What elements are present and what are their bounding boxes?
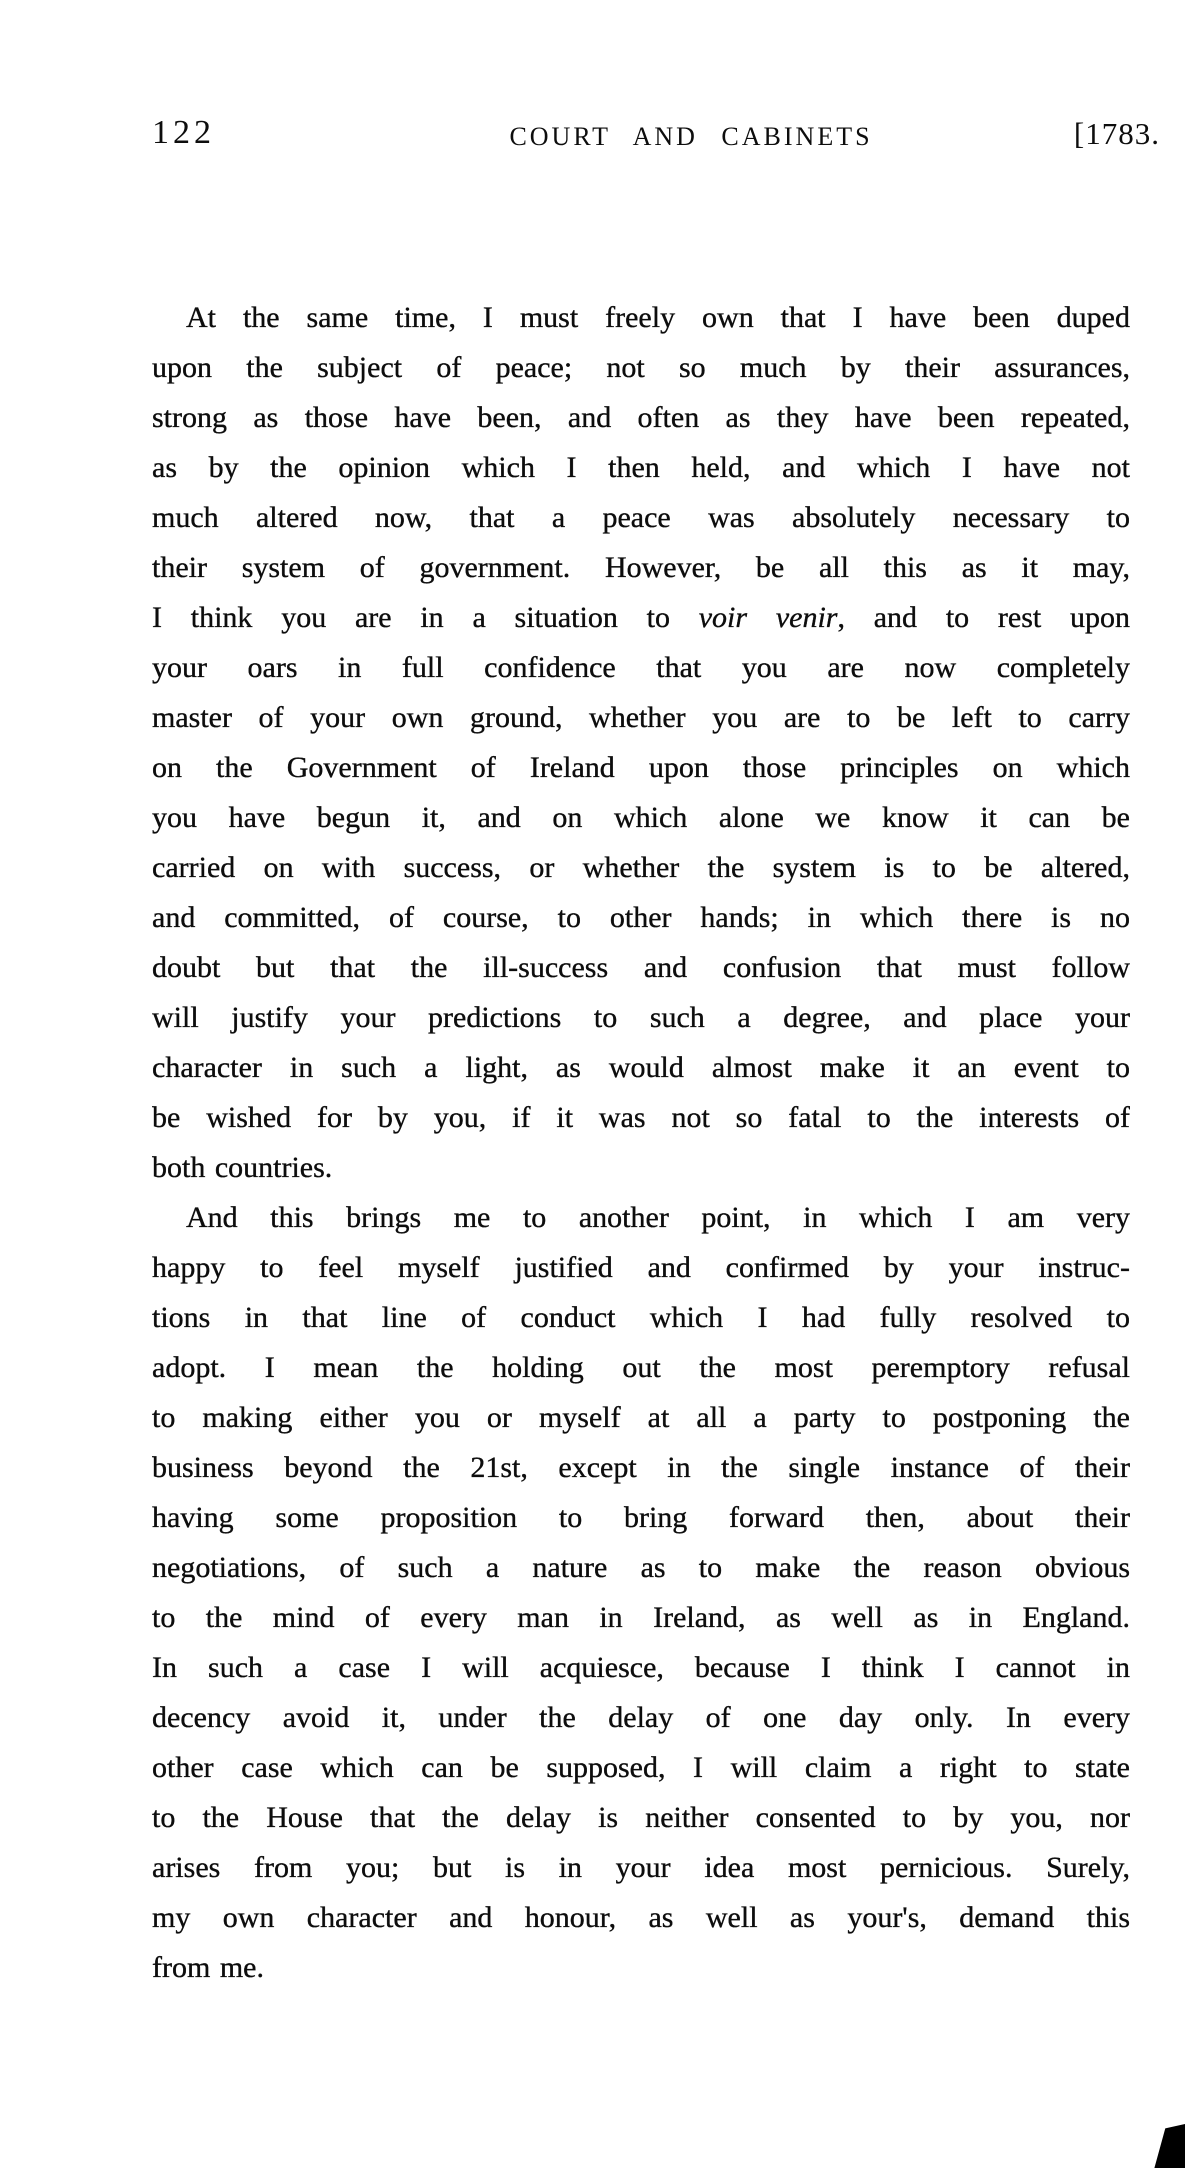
text-line (152, 1393, 1130, 1443)
text-line (152, 1693, 1130, 1743)
text-segment: be wished for by you, if it was not so fatal to the interests of (152, 1101, 1130, 1134)
text-segment: happy to feel myself justified and confirmed by your instruc- (152, 1251, 1130, 1284)
page-number: 122 (152, 114, 215, 151)
text-line (152, 793, 1130, 843)
text-segment: At the same time, I must freely own that I have been duped (186, 301, 1130, 334)
text-segment: as by the opinion which I then held, and which I have not (152, 451, 1130, 484)
text-segment: on the Government of Ireland upon those principles on which (152, 751, 1130, 784)
text-segment: adopt. I mean the holding out the most peremptory refusal (152, 1351, 1130, 1384)
text-segment: to making either you or myself at all a party to postponing the (152, 1401, 1130, 1434)
text-line (152, 493, 1130, 543)
text-segment: much altered now, that a peace was absolutely necessary to (152, 501, 1130, 534)
text-segment: their system of government. However, be all this as it may, (152, 551, 1130, 584)
text-line (152, 943, 1130, 993)
text-segment: to the mind of every man in Ireland, as well as in England. (152, 1601, 1130, 1634)
text-line (152, 543, 1130, 593)
text-line (152, 1243, 1130, 1293)
text-line (152, 1543, 1130, 1593)
text-line (152, 693, 1130, 743)
text-line (152, 1293, 1130, 1343)
paragraph (152, 293, 1130, 1193)
text-line (152, 593, 1130, 643)
text-line (152, 1493, 1130, 1543)
text-line (152, 1043, 1130, 1093)
text-line (152, 1093, 1130, 1143)
text-segment: upon the subject of peace; not so much by their assurances, (152, 351, 1130, 384)
text-segment: both countries. (152, 1151, 333, 1184)
text-line (152, 643, 1130, 693)
text-segment: arises from you; but is in your idea most pernicious. Surely, (152, 1851, 1130, 1884)
text-segment: negotiations, of such a nature as to make the reason obvious (152, 1551, 1130, 1584)
page-header (152, 112, 1160, 162)
text-segment: carried on with success, or whether the system is to be altered, (152, 851, 1130, 884)
text-segment: from me. (152, 1951, 264, 1984)
text-line (152, 1893, 1130, 1943)
text-line (152, 1943, 1130, 1993)
text-segment: master of your own ground, whether you are to be left to carry (152, 701, 1130, 734)
text-line (152, 843, 1130, 893)
scan-artifact-mark (1151, 2124, 1185, 2168)
text-segment: business beyond the 21st, except in the single instance of their (152, 1451, 1130, 1484)
text-line (152, 1743, 1130, 1793)
text-segment: , and to rest upon (837, 601, 1130, 634)
text-segment: you have begun it, and on which alone we know it can be (152, 801, 1130, 834)
text-line (152, 293, 1130, 343)
text-segment: character in such a light, as would almost make it an event to (152, 1051, 1130, 1084)
italic-text: voir venir (698, 601, 838, 634)
text-line (152, 1193, 1130, 1243)
text-segment: and committed, of course, to other hands; in which there is no (152, 901, 1130, 934)
text-line (152, 1643, 1130, 1693)
text-segment: doubt but that the ill-success and confusion that must follow (152, 951, 1130, 984)
text-segment: decency avoid it, under the delay of one day only. In every (152, 1701, 1130, 1734)
year-label: [1783. (1073, 116, 1160, 151)
text-segment: In such a case I will acquiesce, because I think I cannot in (152, 1651, 1130, 1684)
paragraph (152, 1193, 1130, 1993)
text-segment: your oars in full confidence that you are now completely (152, 651, 1130, 684)
text-segment: I think you are in a situation to (152, 601, 699, 634)
text-line (152, 893, 1130, 943)
text-line (152, 1443, 1130, 1493)
text-segment: to the House that the delay is neither consented to by you, nor (152, 1801, 1130, 1834)
text-segment: tions in that line of conduct which I had fully resolved to (152, 1301, 1130, 1334)
text-segment: strong as those have been, and often as they have been repeated, (152, 401, 1130, 434)
text-line (152, 443, 1130, 493)
text-line (152, 393, 1130, 443)
text-line (152, 1343, 1130, 1393)
text-segment: And this brings me to another point, in which I am very (186, 1201, 1130, 1234)
text-line (152, 743, 1130, 793)
text-segment: other case which can be supposed, I will claim a right to state (152, 1751, 1130, 1784)
running-title: COURT AND CABINETS (509, 122, 873, 151)
text-segment: having some proposition to bring forward then, about their (152, 1501, 1130, 1534)
text-line (152, 343, 1130, 393)
text-segment: my own character and honour, as well as your's, demand this (152, 1901, 1130, 1934)
text-segment: will justify your predictions to such a degree, and place your (152, 1001, 1130, 1034)
text-line (152, 993, 1130, 1043)
text-line (152, 1593, 1130, 1643)
text-line (152, 1143, 1130, 1193)
text-line (152, 1843, 1130, 1893)
text-block (152, 293, 1130, 1993)
text-line (152, 1793, 1130, 1843)
